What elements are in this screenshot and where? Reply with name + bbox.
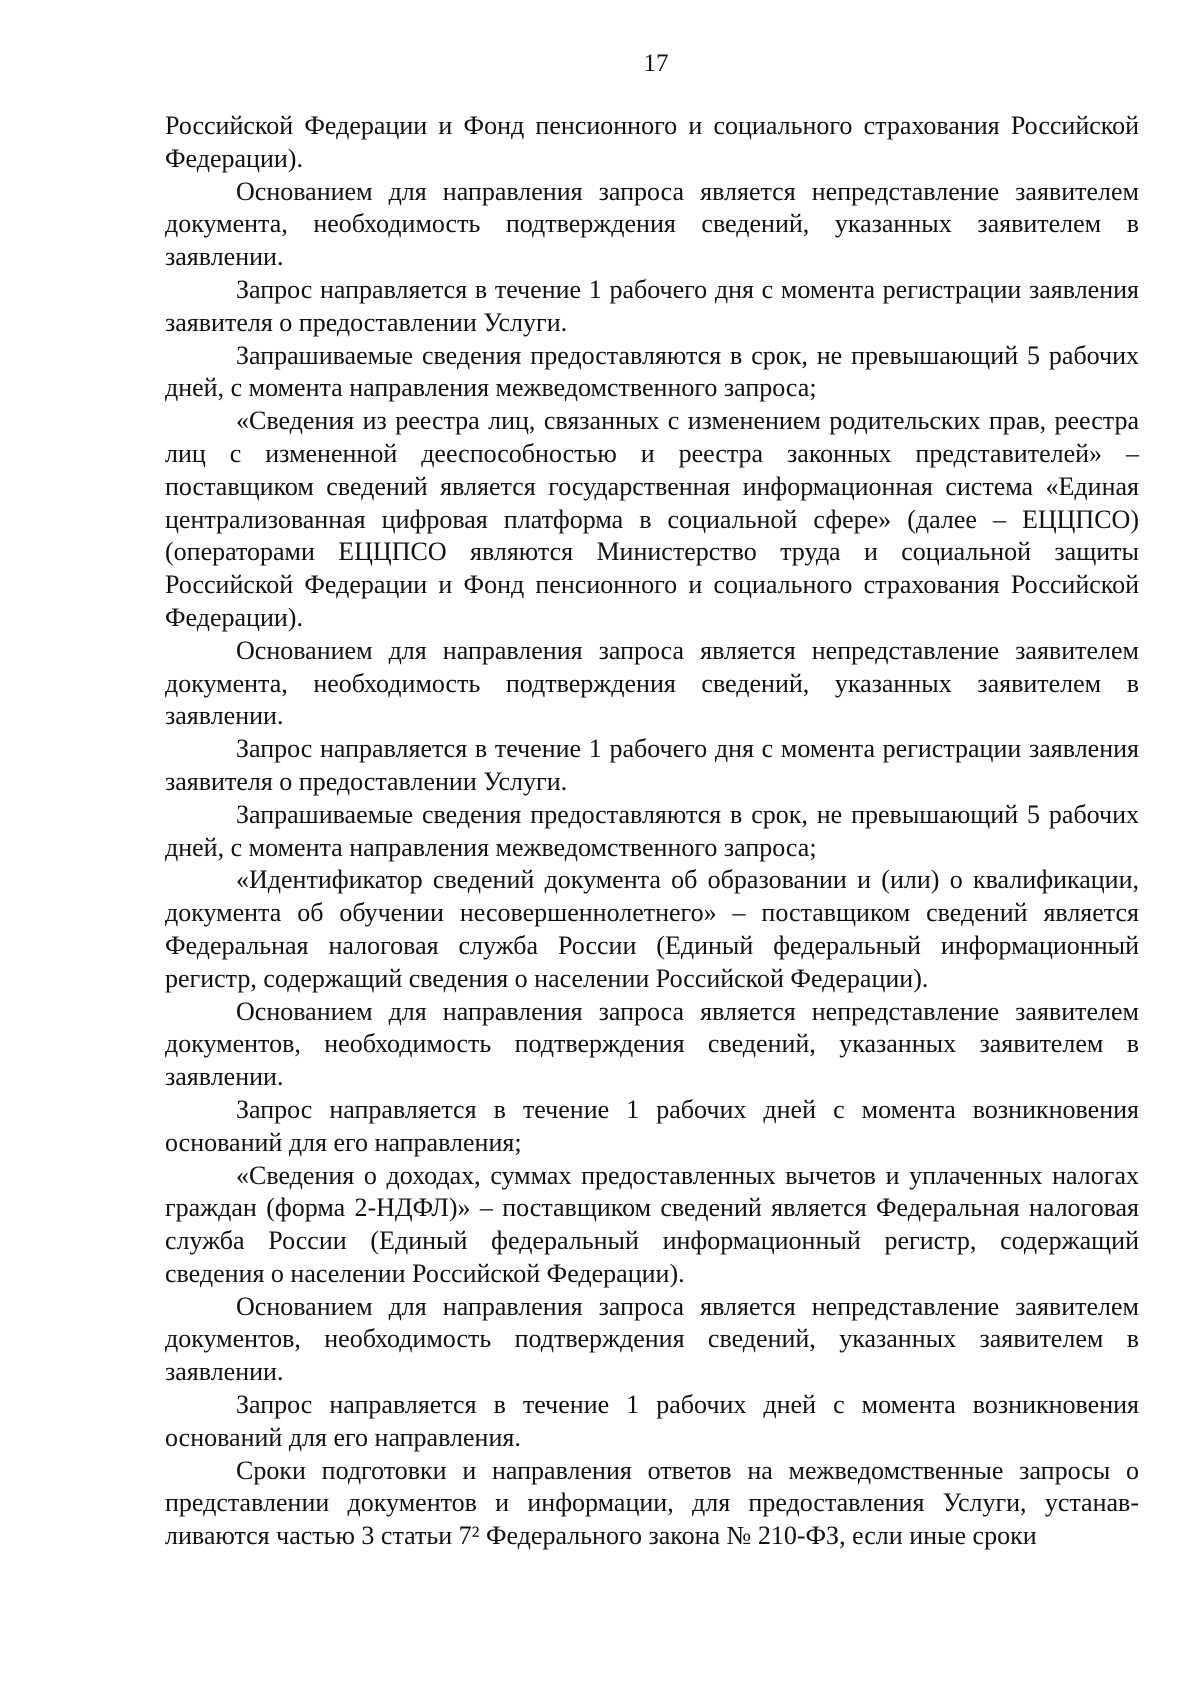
- paragraph-continuation: Российской Федерации и Фонд пенсионного и социального страхования Российской Федерации).: [165, 111, 1139, 173]
- paragraph: Основанием для направления запроса является непредставление заявителем документа, необходимость подтверждения сведений, указанных заявителем в заявлении.: [165, 635, 1139, 731]
- paragraph: Запрос направляется в течение 1 рабочих дней с момента возникновения оснований для его направления.: [165, 1390, 1139, 1452]
- paragraph: Сроки подготовки и направления ответов на межведомственные запросы о представлении документов и информации, для предоставления Услуги, устанавливаются частью 3 статьи 7² Федерального закона № 210-ФЗ, если иные сроки: [165, 1455, 1139, 1551]
- paragraph: Запрос направляется в течение 1 рабочего дня с момента регистрации заявления заявителя о предоставлении Услуги.: [165, 274, 1139, 337]
- document-body: [165, 110, 1139, 1553]
- paragraph: Запрашиваемые сведения предоставляются в срок, не превышающий 5 рабочих дней, с момента направления межведомственного запроса;: [165, 799, 1139, 862]
- paragraph: «Сведения из реестра лиц, связанных с изменением родительских прав, реестра лиц с измененной дееспособностью и реестра законных представителей» – поставщиком сведений является государственная информационная система «Единая централизованная цифровая платформа в социальной сфере» (далее – ЕЦЦПСО) (операторами ЕЦЦПСО являются Министерство труда и социальной защиты Российской Федерации и Фонд пенсионного и социального страхования Российской Федерации).: [165, 406, 1139, 632]
- paragraph: «Сведения о доходах, суммах предоставленных вычетов и уплаченных налогах граждан (форма 2-НДФЛ)» – поставщиком сведений является Федеральная налоговая служба России (Единый федеральный информационный регистр, содержащий сведения о населении Российской Федерации).: [165, 1160, 1139, 1288]
- page-number: 17: [643, 50, 669, 77]
- paragraph: Запрашиваемые сведения предоставляются в срок, не превышающий 5 рабочих дней, с момента направления межведомственного запроса;: [165, 340, 1139, 403]
- paragraph: Основанием для направления запроса является непредставление заявителем документов, необходимость подтверждения сведений, указанных заявителем в заявлении.: [165, 1291, 1139, 1387]
- paragraph: Основанием для направления запроса является непредставление заявителем документов, необходимость подтверждения сведений, указанных заявителем в заявлении.: [165, 996, 1139, 1092]
- paragraph: Запрос направляется в течение 1 рабочих дней с момента возникновения оснований для его направления;: [165, 1094, 1139, 1157]
- paragraph: Основанием для направления запроса является непредставление заявителем документа, необходимость подтверждения сведений, указанных заявителем в заявлении.: [165, 176, 1139, 272]
- paragraph: «Идентификатор сведений документа об образовании и (или) о квалификации, документа об обучении несовершеннолетнего» – поставщиком сведений является Федеральная налоговая служба России (Единый федеральный информационный регистр, содержащий сведения о населении Российской Федерации).: [165, 865, 1139, 993]
- paragraph: Запрос направляется в течение 1 рабочего дня с момента регистрации заявления заявителя о предоставлении Услуги.: [165, 734, 1139, 796]
